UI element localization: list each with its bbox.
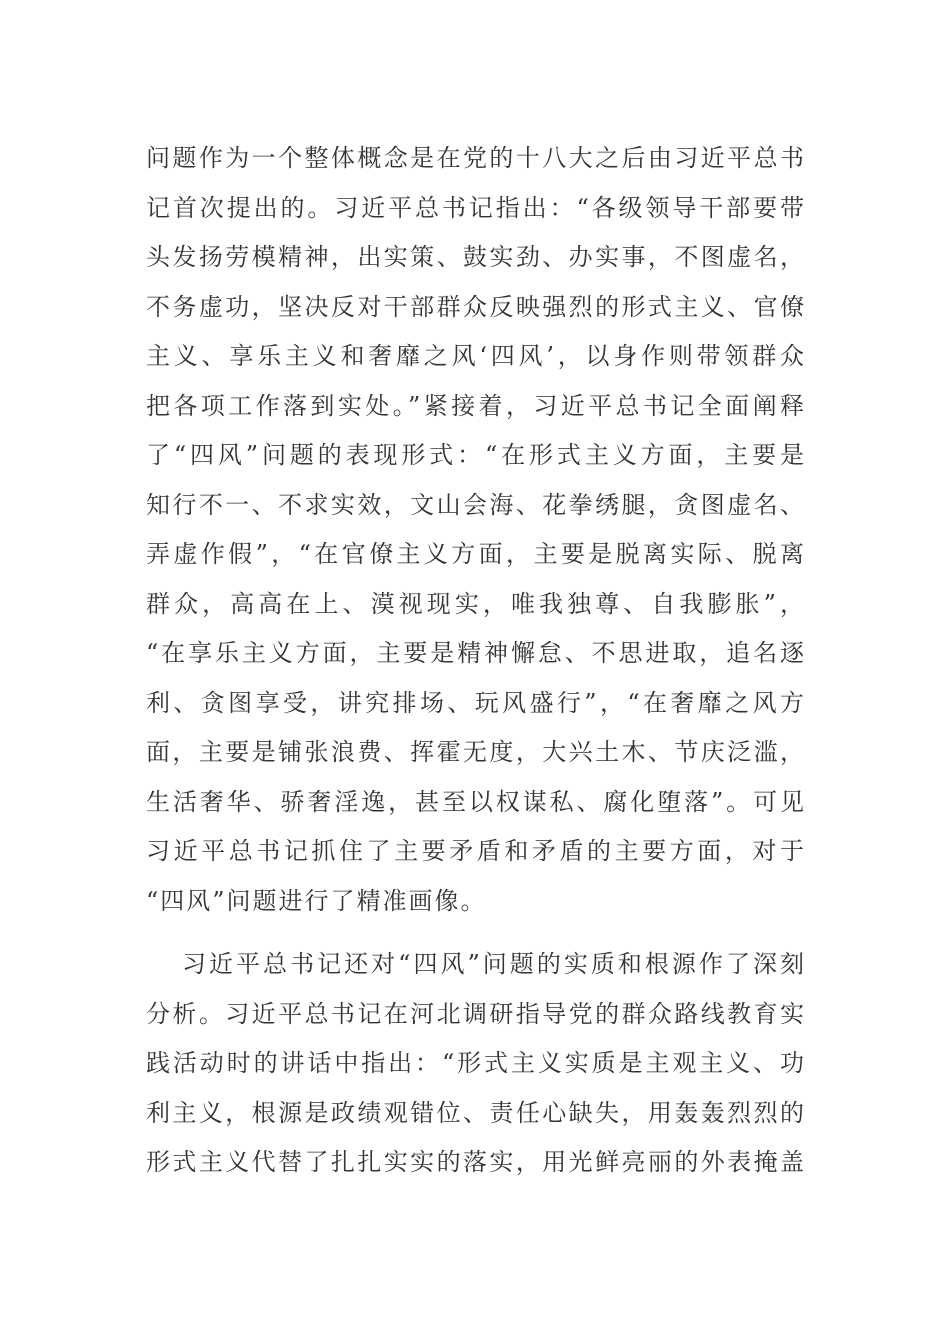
- text-line: 主义、享乐主义和奢靡之风‘四风’，以身作则带领群众: [146, 342, 806, 370]
- text-line: 分析。习近平总书记在河北调研指导党的群众路线教育实: [146, 999, 806, 1028]
- text-line: 践活动时的讲话中指出：“形式主义实质是主观主义、功: [146, 1049, 806, 1077]
- text-line: 知行不一、不求实效，文山会海、花拳绣腿，贪图虚名、: [146, 490, 806, 519]
- text-line: “四风”问题进行了精准画像。: [146, 886, 487, 915]
- text-line: 了“四风”问题的表现形式：“在形式主义方面，主要是: [146, 441, 806, 469]
- text-line: 面，主要是铺张浪费、挥霍无度，大兴土木、节庆泛滥，: [146, 738, 806, 766]
- text-line: 记首次提出的。习近平总书记指出：“各级领导干部要带: [146, 193, 806, 222]
- text-line: 生活奢华、骄奢淫逸，甚至以权谋私、腐化堕落”。可见: [146, 787, 806, 816]
- text-line: 问题作为一个整体概念是在党的十八大之后由习近平总书: [146, 144, 806, 172]
- text-line: 头发扬劳模精神，出实策、鼓实劲、办实事，不图虚名，: [146, 243, 806, 271]
- text-line: 利主义，根源是政绩观错位、责任心缺失，用轰轰烈烈的: [146, 1098, 806, 1127]
- text-line: “在享乐主义方面，主要是精神懈怠、不思进取，追名逐: [146, 639, 806, 667]
- text-line: 形式主义代替了扎扎实实的落实，用光鲜亮丽的外表掩盖: [146, 1148, 806, 1176]
- paragraph-2: [146, 940, 806, 1188]
- text-line: 把各项工作落到实处。”紧接着，习近平总书记全面阐释: [146, 391, 806, 420]
- text-line: 群众，高高在上、漠视现实，唯我独尊、自我膨胀”，: [146, 589, 806, 618]
- paragraph-1: [146, 134, 806, 926]
- text-line: 习近平总书记还对“四风”问题的实质和根源作了深刻: [182, 950, 806, 978]
- text-line: 弄虚作假”，“在官僚主义方面，主要是脱离实际、脱离: [146, 540, 806, 568]
- text-line: 利、贪图享受，讲究排场、玩风盛行”，“在奢靡之风方: [146, 688, 806, 717]
- text-line: 习近平总书记抓住了主要矛盾和矛盾的主要方面，对于: [146, 837, 806, 865]
- text-line: 不务虚功，坚决反对干部群众反映强烈的形式主义、官僚: [146, 292, 806, 321]
